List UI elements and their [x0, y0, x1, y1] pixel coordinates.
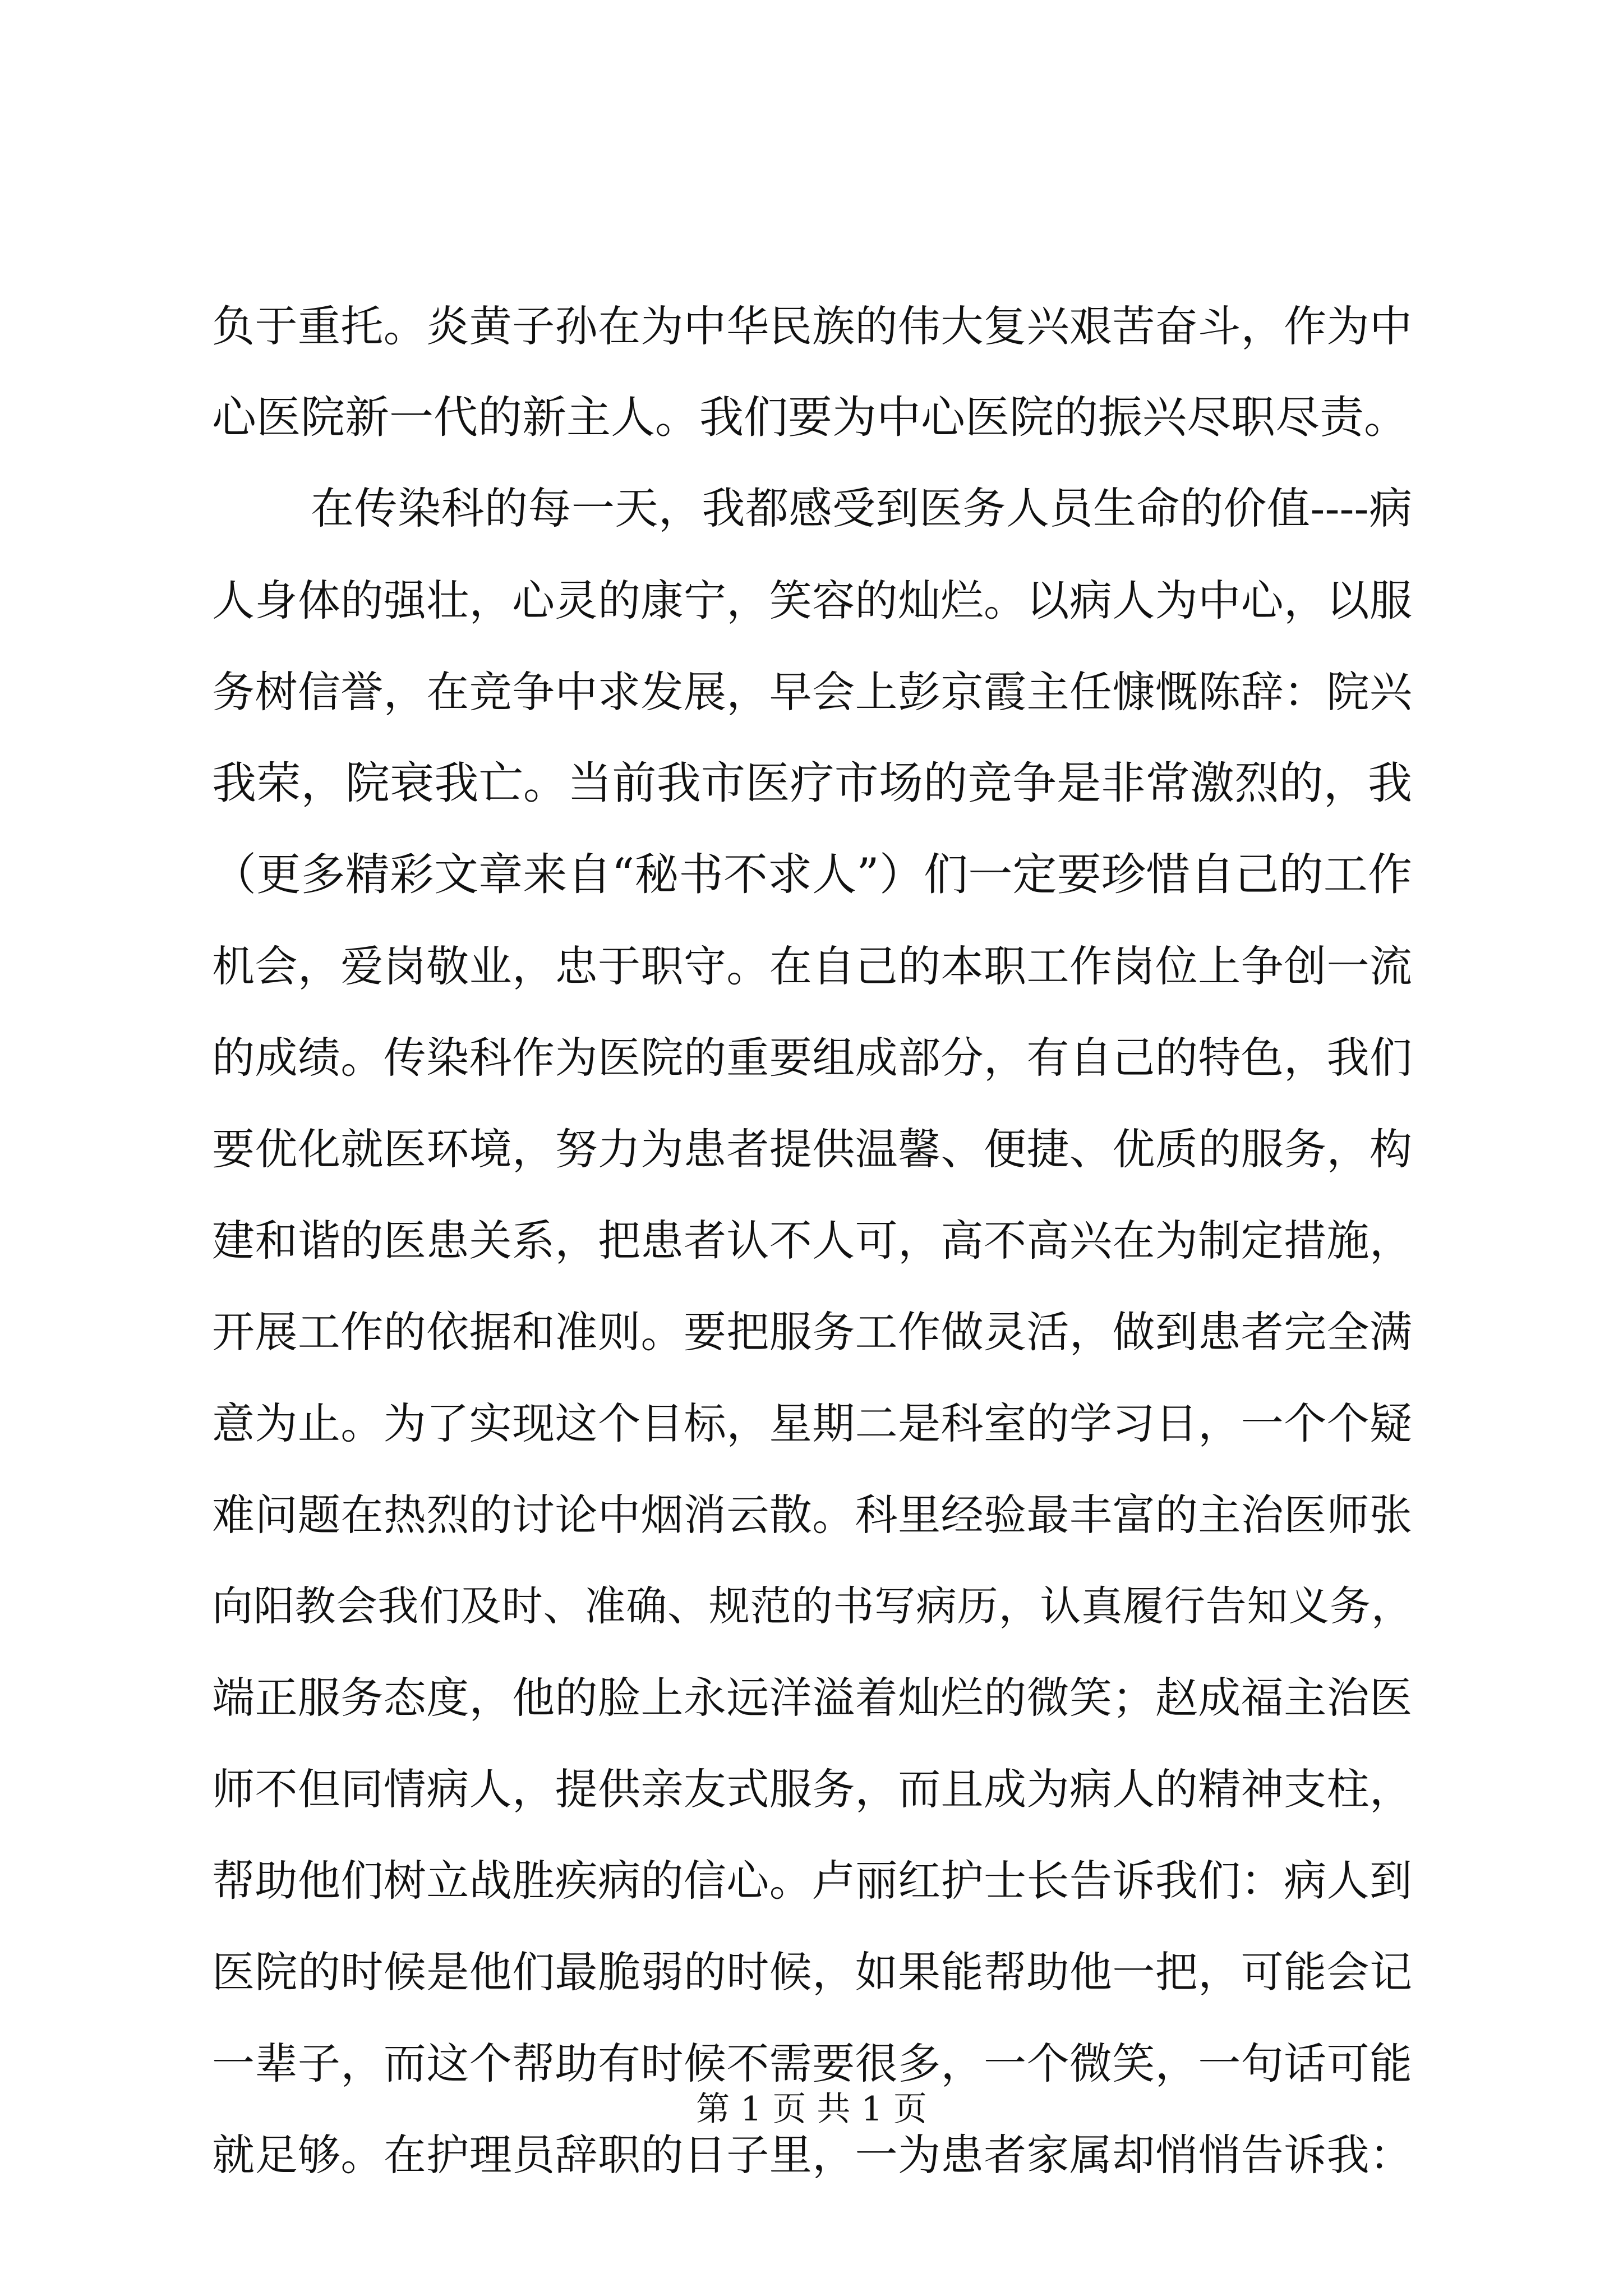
text-line: 意为止。为了实现这个目标，星期二是科室的学习日，一个个疑 — [212, 1398, 1412, 1448]
text-line: 难问题在热烈的讨论中烟消云散。科里经验最丰富的主治医师张 — [212, 1490, 1412, 1540]
text-line: 人身体的强壮，心灵的康宁，笑容的灿烂。以病人为中心，以服 — [212, 576, 1412, 625]
text-line: 在传染科的每一天，我都感受到医务人员生命的价值----病 — [311, 484, 1412, 534]
text-line: 开展工作的依据和准则。要把服务工作做灵活，做到患者完全满 — [212, 1307, 1412, 1357]
text-line: 一辈子，而这个帮助有时候不需要很多，一个微笑，一句话可能 — [212, 2039, 1412, 2088]
text-line: 建和谐的医患关系，把患者认不人可，高不高兴在为制定措施， — [212, 1216, 1412, 1266]
text-line: 机会，爱岗敬业，忠于职守。在自己的本职工作岗位上争创一流 — [212, 941, 1412, 991]
text-line: 帮助他们树立战胜疾病的信心。卢丽红护士长告诉我们：病人到 — [212, 1856, 1412, 1906]
text-line: 就足够。在护理员辞职的日子里，一为患者家属却悄悄告诉我： — [212, 2130, 1412, 2180]
text-line: 要优化就医环境，努力为患者提供温馨、便捷、优质的服务，构 — [212, 1124, 1412, 1174]
text-line: 的成绩。传染科作为医院的重要组成部分，有自己的特色，我们 — [212, 1033, 1412, 1083]
page-footer: 第 1 页 共 1 页 — [696, 2090, 927, 2129]
text-line: 医院的时候是他们最脆弱的时候，如果能帮助他一把，可能会记 — [212, 1947, 1412, 1997]
text-line: （更多精彩文章来自“秘书不求人”）们一定要珍惜自己的工作 — [212, 849, 1412, 900]
text-line: 师不但同情病人，提供亲友式服务，而且成为病人的精神支柱， — [212, 1764, 1412, 1814]
text-line: 我荣，院衰我亡。当前我市医疗市场的竞争是非常激烈的，我 — [212, 757, 1412, 809]
body-text — [212, 280, 1412, 2201]
text-line: 向阳教会我们及时、准确、规范的书写病历，认真履行告知义务， — [212, 1582, 1412, 1630]
text-line: 负于重托。炎黄子孙在为中华民族的伟大复兴艰苦奋斗，作为中 — [212, 301, 1412, 351]
text-line: 心医院新一代的新主人。我们要为中心医院的振兴尽职尽责。 — [212, 392, 1408, 443]
text-line: 务树信誉，在竞争中求发展，早会上彭京霞主任慷慨陈辞：院兴 — [212, 667, 1412, 717]
text-line: 端正服务态度，他的脸上永远洋溢着灿烂的微笑；赵成福主治医 — [212, 1673, 1412, 1723]
